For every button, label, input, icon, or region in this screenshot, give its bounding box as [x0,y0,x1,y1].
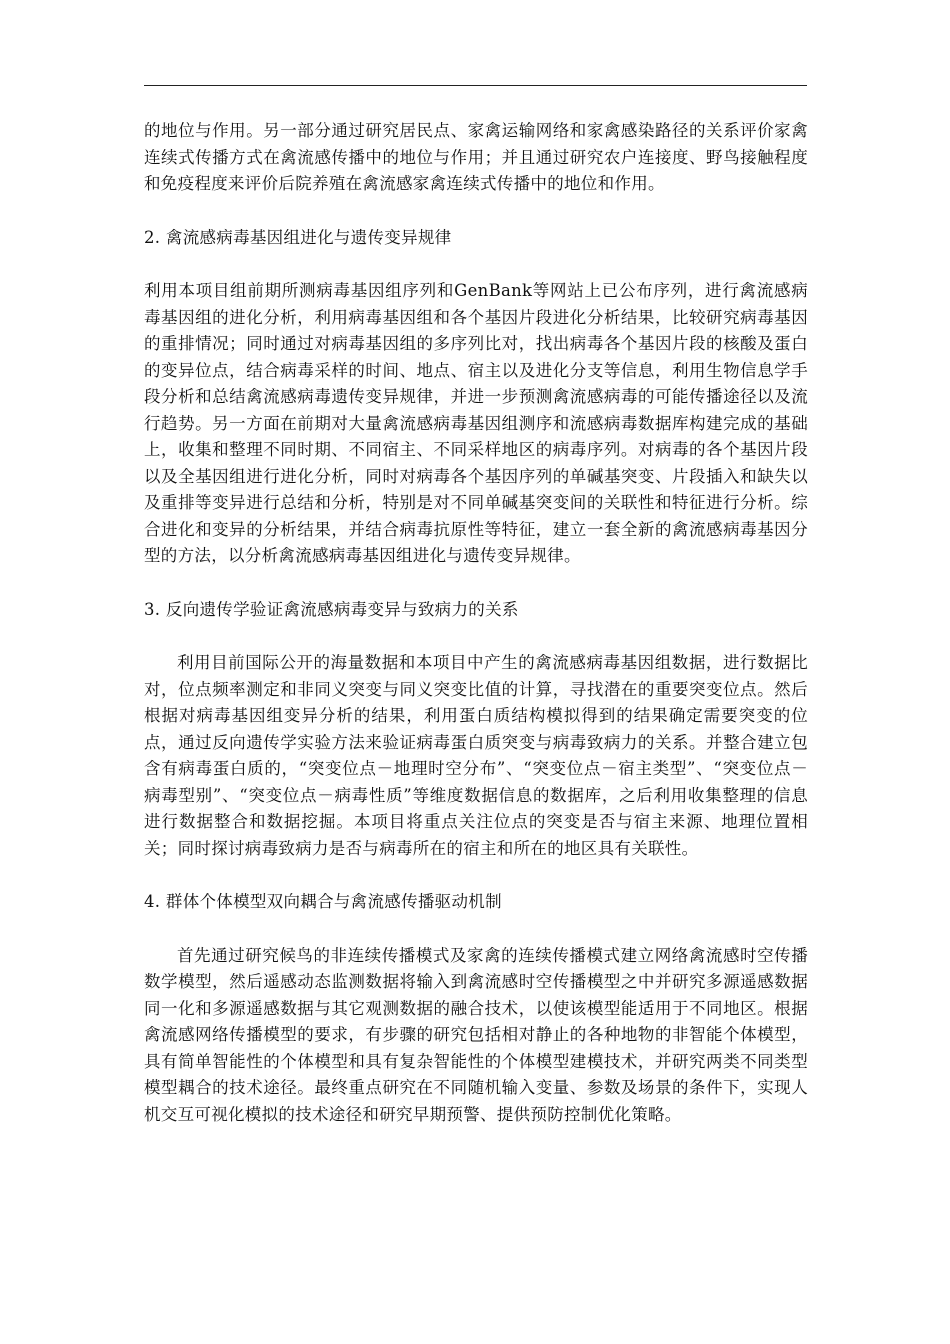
paragraph-section-3: 利用目前国际公开的海量数据和本项目中产生的禽流感病毒基因组数据，进行数据比对，位点频率测定和非同义突变与同义突变比值的计算，寻找潜在的重要突变位点。然后根据对病毒基因组变异分析的结果，利用蛋白质结构模拟得到的结果确定需要突变的位点，通过反向遗传学实验方法来验证病毒蛋白质突变与病毒致病力的关系。并整合建立包含有病毒蛋白质的，“突变位点－地理时空分布”、“突变位点－宿主类型”、“突变位点－病毒型别”、“突变位点－病毒性质”等维度数据信息的数据库，之后利用收集整理的信息进行数据整合和数据挖掘。本项目将重点关注位点的突变是否与宿主来源、地理位置相关；同时探讨病毒致病力是否与病毒所在的宿主和所在的地区具有关联性。 [144,653,808,858]
section-gap [144,862,808,889]
section-gap [144,623,808,650]
section-heading-2: 2. 禽流感病毒基因组进化与遗传变异规律 [144,227,452,247]
paragraph-section-2: 利用本项目组前期所测病毒基因组序列和GenBank等网站上已公布序列，进行禽流感病毒基因组的进化分析，利用病毒基因组和各个基因片段进化分析结果，比较研究病毒基因的重排情况；同时通过对病毒基因组的多序列比对，找出病毒各个基因片段的核酸及蛋白的变异位点，结合病毒采样的时间、地点、宿主以及进化分支等信息，利用生物信息学手段分析和总结禽流感病毒遗传变异规律，并进一步预测禽流感病毒的可能传播途径以及流行趋势。另一方面在前期对大量禽流感病毒基因组测序和流感病毒数据库构建完成的基础上，收集和整理不同时期、不同宿主、不同采样地区的病毒序列。对病毒的各个基因片段以及全基因组进行进化分析，同时对病毒各个基因序列的单碱基突变、片段插入和缺失以及重排等变异进行总结和分析，特别是对不同单碱基突变间的关联性和特征进行分析。综合进化和变异的分析结果，并结合病毒抗原性等特征，建立一套全新的禽流感病毒基因分型的方法，以分析禽流感病毒基因组进化与遗传变异规律。 [144,281,808,565]
header-rule [144,85,807,86]
paragraph-continued-intro: 的地位与作用。另一部分通过研究居民点、家禽运输网络和家禽感染路径的关系评价家禽连续式传播方式在禽流感传播中的地位与作用；并且通过研究农户连接度、野鸟接触程度和免疫程度来评价后院养殖在禽流感家禽连续式传播中的地位和作用。 [144,121,808,193]
section-gap [144,916,808,943]
section-gap [144,570,808,597]
paragraph-section-4: 首先通过研究候鸟的非连续传播模式及家禽的连续传播模式建立网络禽流感时空传播数学模型，然后遥感动态监测数据将输入到禽流感时空传播模型之中并研究多源遥感数据同一化和多源遥感数据与其它观测数据的融合技术，以使该模型能适用于不同地区。根据禽流感网络传播模型的要求，有步骤的研究包括相对静止的各种地物的非智能个体模型，具有简单智能性的个体模型和具有复杂智能性的个体模型建模技术，并研究两类不同类型模型耦合的技术途径。最终重点研究在不同随机输入变量、参数及场景的条件下，实现人机交互可视化模拟的技术途径和研究早期预警、提供预防控制优化策略。 [144,945,808,1124]
section-heading-3: 3. 反向遗传学验证禽流感病毒变异与致病力的关系 [144,599,519,619]
document-body [144,118,808,1128]
section-heading-4: 4. 群体个体模型双向耦合与禽流感传播驱动机制 [144,892,502,911]
section-gap [144,198,808,225]
section-gap [144,251,808,278]
